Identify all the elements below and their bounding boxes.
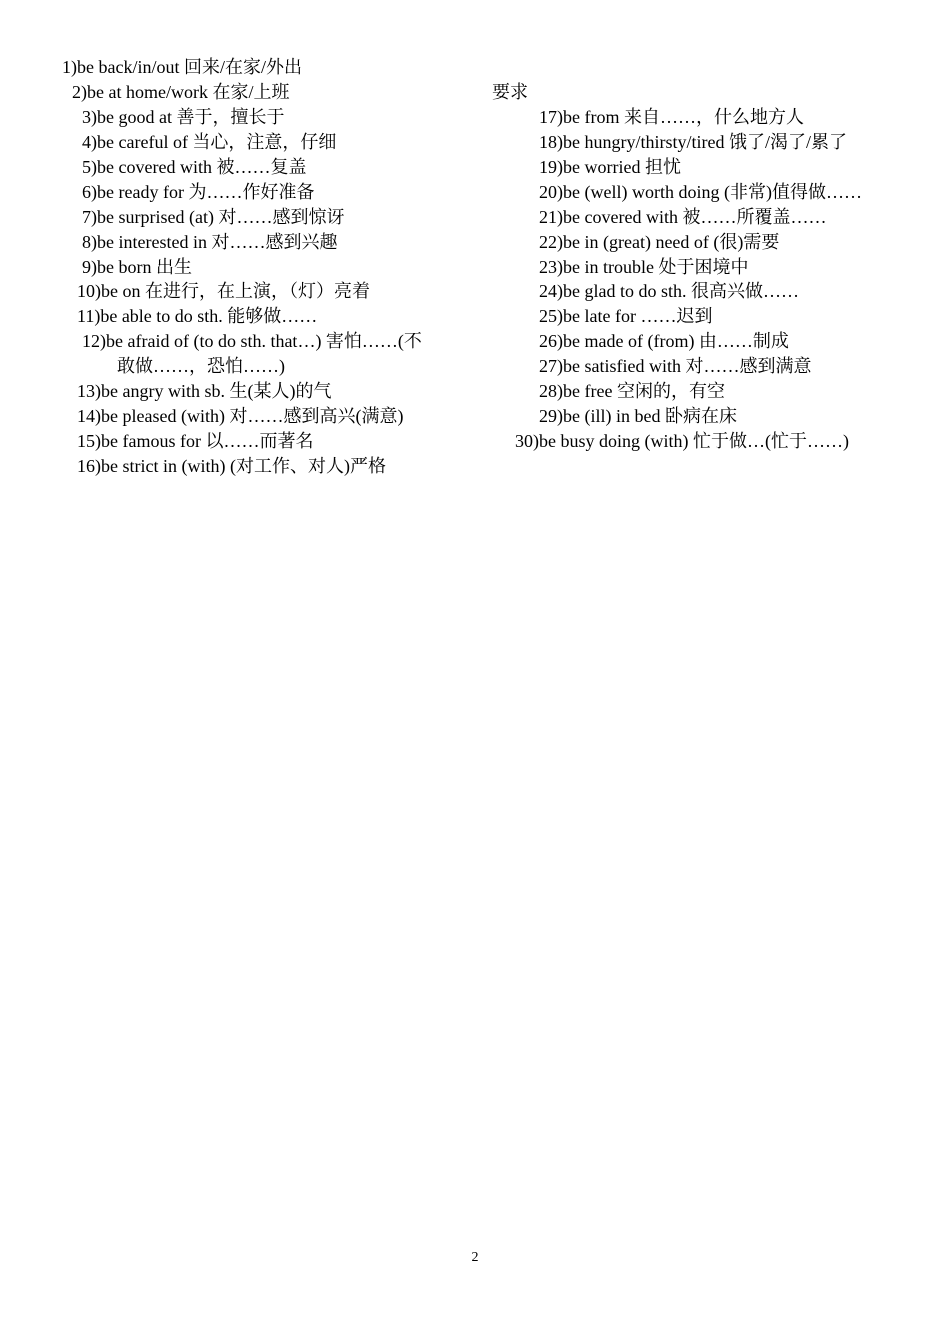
phrase-item: 2)be at home/work 在家/上班 (72, 82, 290, 102)
phrase-item: 9)be born 出生 (82, 257, 192, 277)
phrase-item: 24)be glad to do sth. 很高兴做…… (539, 281, 799, 301)
phrase-item: 19)be worried 担忧 (539, 157, 681, 177)
phrase-item: 6)be ready for 为……作好准备 (82, 182, 315, 202)
page-number: 2 (471, 1250, 479, 1265)
phrase-item: 8)be interested in 对……感到兴趣 (82, 232, 338, 252)
phrase-item: 23)be in trouble 处于困境中 (539, 257, 749, 277)
phrase-item: 5)be covered with 被……复盖 (82, 157, 307, 177)
phrase-item: 27)be satisfied with 对……感到满意 (539, 356, 812, 376)
phrase-item: 26)be made of (from) 由……制成 (539, 331, 789, 351)
phrase-item: 11)be able to do sth. 能够做…… (77, 306, 318, 326)
phrase-item: 28)be free 空闲的，有空 (539, 381, 725, 401)
phrase-item: 15)be famous for 以……而著名 (77, 431, 314, 451)
phrase-item: 29)be (ill) in bed 卧病在床 (539, 406, 737, 426)
phrase-item: 12)be afraid of (to do sth. that…) 害怕……(不 (82, 331, 422, 351)
phrase-item: 3)be good at 善于，擅长于 (82, 107, 285, 127)
phrase-item: 13)be angry with sb. 生(某人)的气 (77, 381, 332, 401)
phrase-item: 7)be surprised (at) 对……感到惊讶 (82, 207, 345, 227)
phrase-item: 25)be late for ……迟到 (539, 306, 713, 326)
phrase-item-continuation: 敢做……，恐怕……) (117, 356, 285, 376)
phrase-item: 20)be (well) worth doing (非常)值得做…… (539, 182, 862, 202)
phrase-item: 18)be hungry/thirsty/tired 饿了/渴了/累了 (539, 132, 847, 152)
phrase-item: 14)be pleased (with) 对……感到高兴(满意) (77, 406, 404, 426)
phrase-item: 1)be back/in/out 回来/在家/外出 (62, 57, 302, 77)
phrase-item: 30)be busy doing (with) 忙于做…(忙于……) (515, 431, 849, 451)
phrase-item-continuation: 要求 (492, 82, 528, 102)
phrase-item: 21)be covered with 被……所覆盖…… (539, 207, 827, 227)
phrase-item: 4)be careful of 当心，注意，仔细 (82, 132, 337, 152)
phrase-item: 16)be strict in (with) (对工作、对人)严格 (77, 456, 386, 476)
phrase-item: 22)be in (great) need of (很)需要 (539, 232, 780, 252)
phrase-item: 10)be on 在进行，在上演，（灯）亮着 (77, 281, 370, 301)
phrase-item: 17)be from 来自……，什么地方人 (539, 107, 804, 127)
